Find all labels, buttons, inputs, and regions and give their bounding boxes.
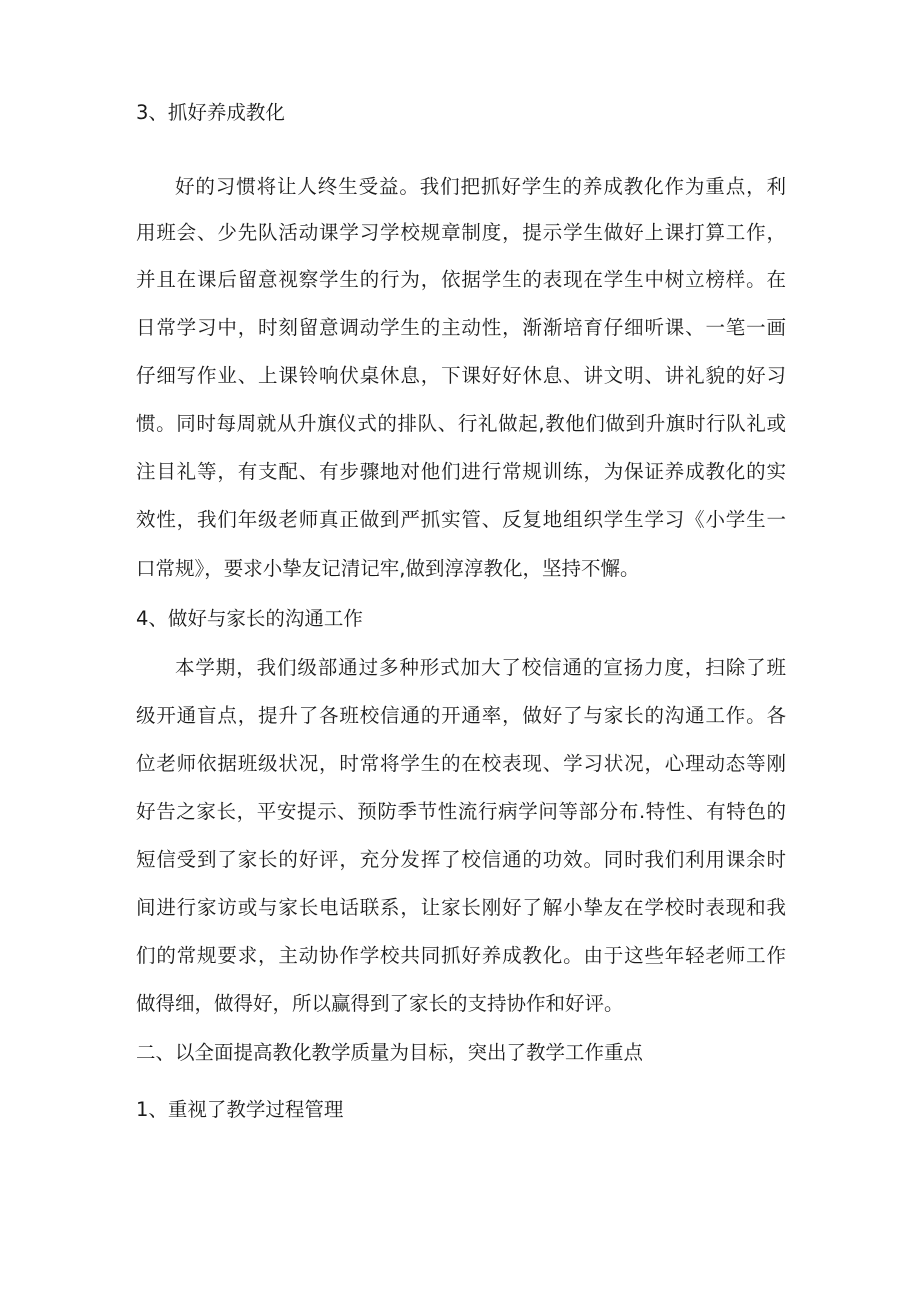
- paragraph-1-line: 惯。同时每周就从升旗仪式的排队、行礼做起,教他们做到升旗时行队礼或: [136, 412, 786, 435]
- paragraph-2-line: 好告之家长，平安提示、预防季节性流行病学问等部分布.特性、有特色的: [136, 800, 786, 823]
- heading-3: 3、抓好养成教化: [136, 101, 285, 124]
- subheading-2-1: 1、重视了教学过程管理: [136, 1098, 344, 1121]
- paragraph-1-line: 并且在课后留意视察学生的行为，依据学生的表现在学生中树立榜样。在: [136, 268, 786, 291]
- paragraph-2-line: 间进行家访或与家长电话联系，让家长刚好了解小挚友在学校时表现和我: [136, 896, 786, 919]
- paragraph-1-line: 口常规》，要求小挚友记清记牢,做到淳淳教化，坚持不懈。: [136, 557, 640, 580]
- heading-4: 4、做好与家长的沟通工作: [136, 607, 363, 630]
- paragraph-2-line: 们的常规要求，主动协作学校共同抓好养成教化。由于这些年轻老师工作: [136, 944, 786, 967]
- paragraph-2-line: 位老师依据班级状况，时常将学生的在校表现、学习状况，心理动态等刚: [136, 752, 786, 775]
- paragraph-2-line: 级开通盲点，提升了各班校信通的开通率，做好了与家长的沟通工作。各: [136, 704, 786, 727]
- paragraph-2-line: 短信受到了家长的好评，充分发挥了校信通的功效。同时我们利用课余时: [136, 848, 786, 871]
- paragraph-1-line: 用班会、少先队活动课学习学校规章制度，提示学生做好上课打算工作，: [136, 221, 786, 244]
- paragraph-1-line: 效性，我们年级老师真正做到严抓实管、反复地组织学生学习《小学生一: [136, 508, 786, 531]
- section-2-heading: 二、以全面提高教化教学质量为目标，突出了教学工作重点: [136, 1041, 644, 1064]
- paragraph-1-line: 仔细写作业、上课铃响伏桌休息，下课好好休息、讲文明、讲礼貌的好习: [136, 364, 786, 387]
- paragraph-2-line: 做得细，做得好，所以赢得到了家长的支持协作和好评。: [136, 992, 624, 1015]
- paragraph-1-line: 注目礼等，有支配、有步骤地对他们进行常规训练，为保证养成教化的实: [136, 460, 786, 483]
- paragraph-1-line: 日常学习中，时刻留意调动学生的主动性，渐渐培育仔细听课、一笔一画: [136, 316, 786, 339]
- paragraph-1-line: 好的习惯将让人终生受益。我们把抓好学生的养成教化作为重点，利: [175, 175, 786, 198]
- paragraph-2-line: 本学期，我们级部通过多种形式加大了校信通的宣扬力度，扫除了班: [175, 656, 786, 679]
